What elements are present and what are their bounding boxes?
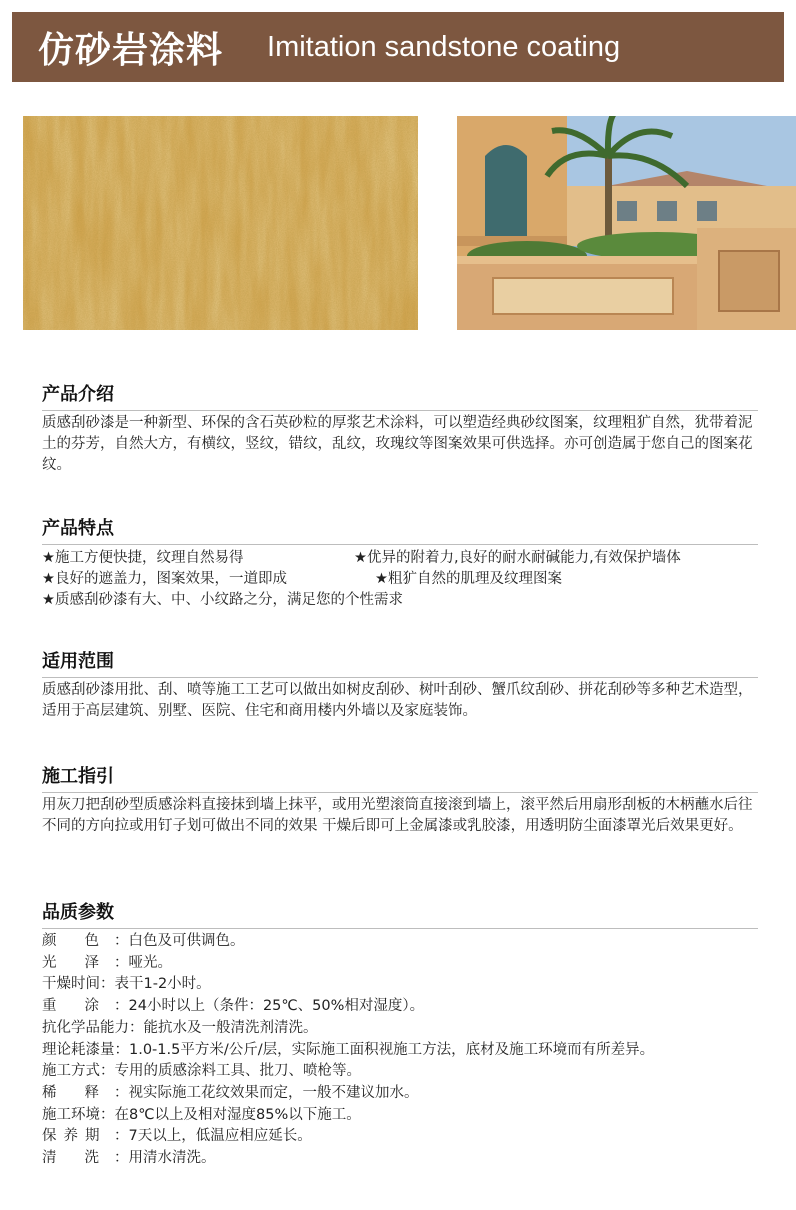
feature-item: ★优异的附着力,良好的耐水耐碱能力,有效保护墙体 (354, 550, 681, 566)
quality-section (42, 900, 760, 1170)
param-label: 抗化学品能力 (42, 1019, 129, 1036)
param-row (42, 953, 760, 975)
param-row (42, 1083, 760, 1105)
param-row (42, 1148, 760, 1170)
feature-item: ★良好的遮盖力，图案效果，一道即成 (42, 571, 287, 587)
param-label: 施工环境 (42, 1106, 100, 1123)
villa-facade-photo (457, 116, 796, 330)
intro-section (42, 382, 760, 476)
title-banner (12, 12, 784, 82)
param-row (42, 1040, 760, 1062)
param-value: ：哑光。 (114, 954, 172, 971)
features-section (42, 516, 760, 611)
param-label: 干燥时间 (42, 976, 100, 993)
feature-item: ★粗犷自然的肌理及纹理图案 (375, 571, 562, 587)
param-value: ：7天以上，低温应相应延长。 (114, 1128, 312, 1145)
param-row (42, 1018, 760, 1040)
param-row (42, 1126, 760, 1148)
param-value: ：1.0-1.5平方米/公斤/层，实际施工面积视施工方法，底材及施工环境而有所差异。 (114, 1041, 655, 1058)
divider (42, 544, 758, 545)
guide-section (42, 764, 760, 837)
guide-heading: 施工指引 (42, 766, 114, 787)
param-value: ：用清水清洗。 (114, 1150, 216, 1167)
banner-title-zh: 仿砂岩涂料 (38, 29, 224, 71)
param-label: 施工方式 (42, 1063, 100, 1080)
quality-params-list (42, 931, 760, 1170)
banner-title-en: Imitation sandstone coating (267, 30, 621, 63)
param-row (42, 931, 760, 953)
param-value: ：视实际施工花纹效果而定，一般不建议加水。 (114, 1084, 419, 1101)
intro-text: 质感刮砂漆是一种新型、环保的含石英砂粒的厚浆艺术涂料，可以塑造经典砂纹图案，纹理粗犷自然，犹带着泥土的芬芳，自然大方，有横纹，竖纹，错纹，乱纹，玫瑰纹等图案效果可供选择。亦可创造属于您自己的图案花纹。 (42, 415, 753, 473)
sandstone-texture-photo (23, 116, 418, 330)
param-row (42, 974, 760, 996)
param-value: ：表干1-2小时。 (100, 976, 211, 993)
param-value: ：白色及可供调色。 (114, 933, 245, 949)
param-label: 保养期 (42, 1128, 107, 1145)
param-value: ：24小时以上（条件：25℃、50%相对湿度）。 (114, 998, 425, 1015)
divider (42, 792, 758, 793)
quality-heading: 品质参数 (42, 902, 114, 923)
guide-text: 用灰刀把刮砂型质感涂料直接抹到墙上抹平，或用光塑滚筒直接滚到墙上，滚平然后用扇形刮板的木柄蘸水后往不同的方向拉或用钉子划可做出不同的效果 干燥后即可上金属漆或乳胶漆，用透明防尘面漆罩光后效果更好。 (42, 797, 753, 834)
intro-heading: 产品介绍 (42, 384, 114, 405)
scope-section (42, 649, 760, 722)
param-row (42, 1105, 760, 1127)
param-value: ：能抗水及一般清洗剂清洗。 (129, 1019, 318, 1036)
param-label: 重涂 (42, 998, 127, 1015)
param-label: 清洗 (42, 1150, 127, 1167)
feature-item: ★施工方便快捷，纹理自然易得 (42, 550, 244, 566)
divider (42, 928, 758, 929)
divider (42, 677, 758, 678)
param-value: ：在8℃以上及相对湿度85%以下施工。 (100, 1106, 361, 1123)
scope-text: 质感刮砂漆用批、刮、喷等施工工艺可以做出如树皮刮砂、树叶刮砂、蟹爪纹刮砂、拼花刮砂等多种艺术造型，适用于高层建筑、别墅、医院、住宅和商用楼内外墙以及家庭装饰。 (42, 682, 753, 719)
param-label: 稀释 (42, 1084, 127, 1101)
param-label: 颜色 (42, 933, 127, 949)
features-heading: 产品特点 (42, 518, 114, 539)
divider (42, 410, 758, 411)
param-row (42, 1061, 760, 1083)
scope-heading: 适用范围 (42, 651, 114, 672)
feature-item: ★质感刮砂漆有大、中、小纹路之分，满足您的个性需求 (42, 592, 403, 608)
param-row (42, 996, 760, 1018)
param-value: ：专用的质感涂料工具、批刀、喷枪等。 (100, 1063, 361, 1080)
param-label: 理论耗漆量 (42, 1041, 115, 1058)
param-label: 光泽 (42, 954, 127, 971)
